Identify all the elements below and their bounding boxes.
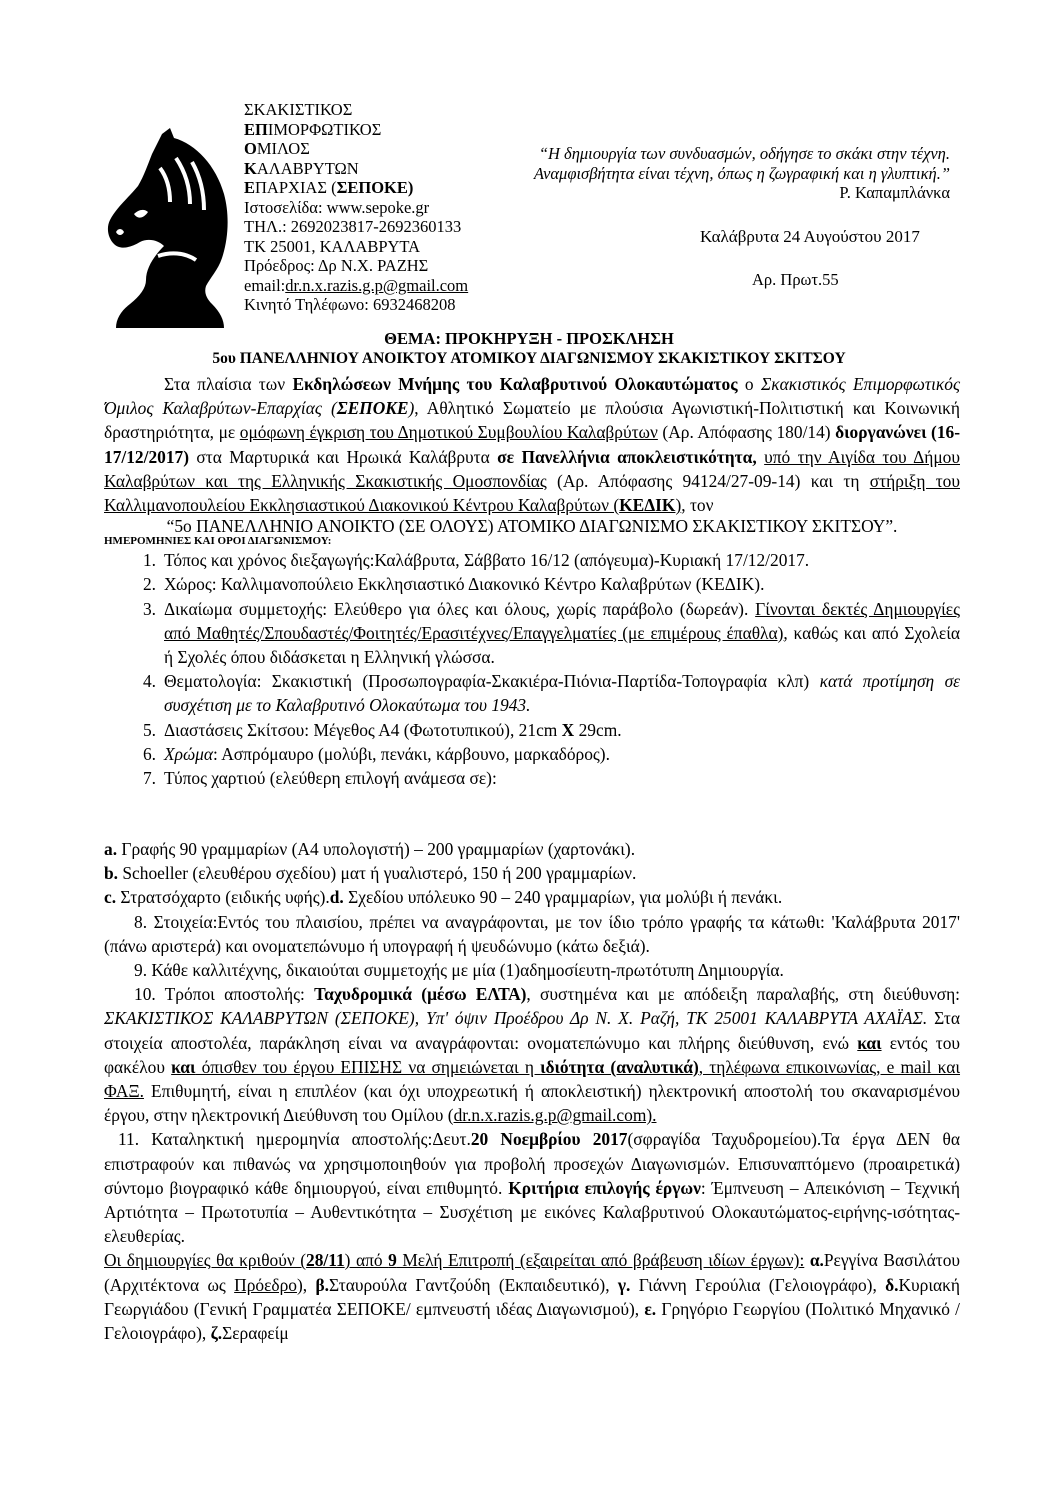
organization-block: [244, 100, 468, 315]
protocol-number: Αρ. Πρωτ.55: [752, 270, 839, 289]
org-line: ΕΠΙΜΟΡΦΩΤΙΚΟΣ: [244, 119, 382, 139]
paper-option-a: a. Γραφής 90 γραμμαρίων (Α4 υπολογιστή) – 200 γραμμαρίων (χαρτονάκι).: [104, 839, 636, 859]
document-date: Καλάβρυτα 24 Αυγούστου 2017: [700, 227, 920, 246]
list-item: 3. Δικαίωμα συμμετοχής: Ελεύθερο για όλες και όλους, χωρίς παράβολο (δωρεάν). Γίνονται δεκτές Δημιουργίες από Μαθητές/Σπουδαστές/Φοιτητές/Ερασιτέχνες/Επαγγελματίες (με επιμέρους έπαθλα), καθώς και από Σχολεία ή Σχολές όπου διδάσκεται η Ελληνική γλώσσα.: [142, 598, 960, 668]
paper-option-cd: c. Στρατσόχαρτο (ειδικής υφής).d. Σχεδίου υπόλευκο 90 – 240 γραμμαρίων, για μολύβι ή πενάκι.: [104, 887, 783, 908]
org-line: ΚΑΛΑΒΡΥΤΩΝ: [244, 158, 359, 178]
item-11: 11. Καταληκτική ημερομηνία αποστολής:Δευτ.20 Νοεμβρίου 2017(σφραγίδα Ταχυδρομείου).Τα έργα ΔΕΝ θα επιστραφούν και πιθανώς να χρησιμοποιηθούν για προβολή προσεχών Διαγωνισμών. Επισυναπτόμενο (προαιρετικά) σύντομο βιογραφικό κάθε δημιουργού, είναι επιθυμητό. Κριτήρια επιλογής έργων: Έμπνευση – Απεικόνιση – Τεχνική Αρτιότητα – Πρωτοτυπία – Αυθεντικότητα – Συσχέτιση με εικόνες Καλαβρυτινού Ολοκαυτώματος-ειρήνης-ισότητας-ελευθερίας.: [104, 1129, 960, 1247]
contest-name: “5ο ΠΑΝΕΛΛΗΝΙΟ ΑΝΟΙΚΤΟ (ΣΕ ΟΛΟΥΣ) ΑΤΟΜΙΚΟ ΔΙΑΓΩΝΙΣΜΟ ΣΚΑΚΙΣΤΙΚΟΥ ΣΚΙΤΣΟΥ”.: [166, 516, 898, 537]
mobile-phone: Κινητό Τηλέφωνο: 6932468208: [244, 295, 456, 314]
quote-line: “Η δημιουργία των συνδυασμών, οδήγησε το σκάκι στην τέχνη.: [538, 144, 950, 163]
quote-line: Αναμφισβήτητα είναι τέχνη, όπως η ζωγραφική και η γλυπτική.”: [533, 163, 950, 183]
org-acronym: ΣΕΠΟΚΕ): [336, 178, 414, 197]
org-line: ΕΠΑΡΧΙΑΣ (ΣΕΠΟΚΕ): [244, 178, 414, 197]
subject-title: ΘΕΜΑ: ΠΡΟΚΗΡΥΞΗ - ΠΡΟΣΚΛΗΣΗ: [384, 329, 674, 348]
org-line: ΣΚΑΚΙΣΤΙΚΟΣ: [244, 100, 353, 119]
document-body-continued: [104, 837, 960, 1345]
website: Ιστοσελίδα: www.sepoke.gr: [244, 197, 430, 217]
quote-author: Ρ. Καπαμπλάνκα: [839, 183, 950, 202]
email-link[interactable]: dr.n.x.razis.g.p@gmail.com: [285, 275, 469, 295]
item-10: 10. Τρόποι αποστολής: Ταχυδρομικά (μέσω ΕΛΤΑ), συστημένα και με απόδειξη παραλαβής, στη διεύθυνση: ΣΚΑΚΙΣΤΙΚΟΣ ΚΑΛΑΒΡΥΤΩΝ (ΣΕΠΟΚΕ), Υπ' όψιν Προέδρου Δρ Ν. Χ. Ραζή, ΤΚ 25001 ΚΑΛΑΒΡΥΤΑ ΑΧΑΪΑΣ. Στα στοιχεία αποστολέα, παράκληση είναι να αναγράφονται: ονοματεπώνυμο και πλήρης διεύθυνση, ενώ και εντός του φακέλου και όπισθεν του έργου ΕΠΙΣΗΣ να σημειώνεται η ιδιότητα (αναλυτικά), τηλέφωνα επικοινωνίας, e mail και ΦΑΞ. Επιθυμητή, είναι η επιπλέον (και όχι υποχρεωτική ή αποκλειστική) ηλεκτρονική αποστολή του σκαναρισμένου έργου, στην ηλεκτρονική Διεύθυνση του Ομίλου (dr.n.x.razis.g.p@gmail.com).: [104, 984, 961, 1126]
list-item: 1. Τόπος και χρόνος διεξαγωγής:Καλάβρυτα, Σάββατο 16/12 (απόγευμα)-Κυριακή 17/12/2017.: [142, 550, 810, 571]
list-item: 2. Χώρος: Καλλιμανοπούλειο Εκκλησιαστικό Διακονικό Κέντρο Καλαβρύτων (ΚΕΔΙΚ).: [142, 574, 765, 595]
item-9: 9. Κάθε καλλιτέχνης, δικαιούται συμμετοχής με μία (1)αδημοσίευτη-πρωτότυπη Δημιουργία.: [134, 960, 784, 981]
intro-paragraph: Στα πλαίσια των Εκδηλώσεων Μνήμης του Καλαβρυτινού Ολοκαυτώματος ο Σκακιστικός Επιμορφωτικός Όμιλος Καλαβρύτων-Επαρχίας (ΣΕΠΟΚΕ), Αθλητικό Σωματείο με πλούσια Αγωνιστική-Πολιτιστική και Κοινωνική δραστηριότητα, με ομόφωνη έγκριση του Δημοτικού Συμβουλίου Καλαβρύτων (Αρ. Απόφασης 180/14) διοργανώνει (16-17/12/2017) στα Μαρτυρικά και Ηρωικά Καλάβρυτα σε Πανελλήνια αποκλειστικότητα, υπό την Αιγίδα του Δήμου Καλαβρύτων και της Ελληνικής Σκακιστικής Ομοσπονδίας (Αρ. Απόφασης 94124/27-09-14) και τη στήριξη του Καλλιμανοπουλείου Εκκλησιαστικού Διακονικού Κέντρου Καλαβρύτων (ΚΕΔΙΚ), τον: [104, 374, 961, 516]
document-body: [104, 372, 960, 790]
jury-paragraph: Οι δημιουργίες θα κριθούν (28/11) από 9 Μελή Επιτροπή (εξαιρείται από βράβευση ιδίων έργων): α.Ρεγγίνα Βασιλάτου (Αρχιτέκτονα ως Πρόεδρο), β.Σταυρούλα Γαντζούδη (Εκπαιδευτικό), γ. Γιάννη Γερούλια (Γελοιογράφο), δ.Κυριακή Γεωργιάδου (Γενική Γραμματέα ΣΕΠΟΚΕ/ εμπνευστή ιδέας Διαγωνισμού), ε. Γρηγόριο Γεωργίου (Πολιτικό Μηχανικό / Γελοιογράφο), ζ.Σεραφείμ: [104, 1250, 960, 1344]
list-item: 6. Χρώμα: Ασπρόμαυρο (μολύβι, πενάκι, κάρβουνο, μαρκαδόρος).: [142, 743, 610, 764]
capablanca-quote: [490, 144, 950, 203]
list-item: 4. Θεματολογία: Σκακιστική (Προσωπογραφία-Σκακιέρα-Πιόνια-Παρτίδα-Τοπογραφία κλπ) κατά προτίμηση σε συσχέτιση με το Καλαβρυτινό Ολοκαύτωμα του 1943.: [142, 671, 960, 716]
email-link[interactable]: dr.n.x.razis.g.p@gmail.com).: [453, 1105, 657, 1126]
terms-heading: ΗΜΕΡΟΜΗΝΙΕΣ ΚΑΙ ΟΡΟΙ ΔΙΑΓΩΝΙΣΜΟΥ:: [104, 535, 332, 548]
list-item: 7. Τύπος χαρτιού (ελεύθερη επιλογή ανάμεσα σε):: [142, 768, 497, 789]
item-8: 8. Στοιχεία:Εντός του πλαισίου, πρέπει να αναγράφονται, με τον ίδιο τρόπο γραφής τα κάτωθι: 'Καλάβρυτα 2017' (πάνω αριστερά) και ονοματεπώνυμο ή υπογραφή ή ψευδώνυμο (κάτω δεξιά).: [104, 911, 960, 956]
subject-contest: 5ου ΠΑΝΕΛΛΗΝΙΟΥ ΑΝΟΙΚΤΟΥ ΑΤΟΜΙΚΟΥ ΔΙΑΓΩΝΙΣΜΟΥ ΣΚΑΚΙΣΤΙΚΟΥ ΣΚΙΤΣΟΥ: [212, 350, 846, 367]
phone: ΤΗΛ.: 2692023817-2692360133: [244, 217, 462, 236]
president: Πρόεδρος: Δρ Ν.Χ. ΡΑΖΗΣ: [244, 256, 429, 275]
paper-option-b: b. Schoeller (ελευθέρου σχεδίου) ματ ή γυαλιστερό, 150 ή 200 γραμμαρίων.: [104, 863, 637, 884]
postal-address: ΤΚ 25001, ΚΑΛΑΒΡΥΤΑ: [244, 236, 421, 256]
org-line: ΟΜΙΛΟΣ: [244, 139, 310, 158]
chess-knight-logo: [100, 128, 240, 333]
list-item: 5. Διαστάσεις Σκίτσου: Μέγεθος Α4 (Φωτοτυπικού), 21cm X 29cm.: [142, 719, 622, 740]
email-line: email:dr.n.x.razis.g.p@gmail.com: [244, 275, 469, 295]
